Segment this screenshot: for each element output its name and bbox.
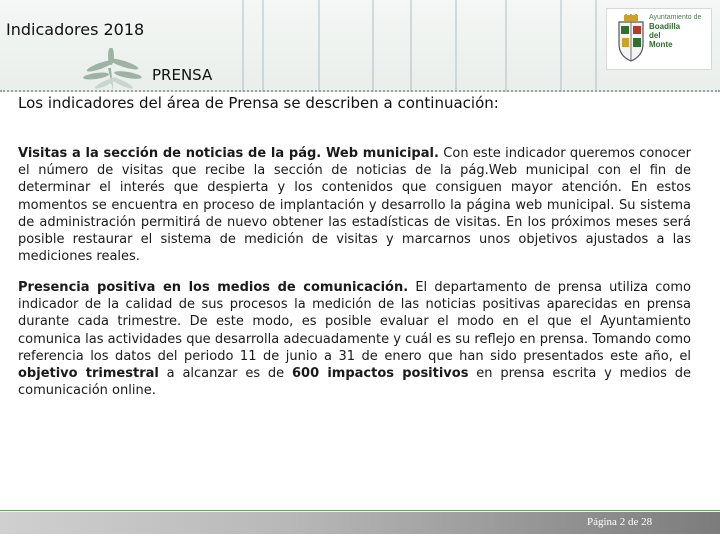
paragraph-media-presence — [18, 279, 691, 399]
paragraph-lead: Visitas a la sección de noticias de la pág. Web municipal. — [18, 146, 439, 161]
plant-decoration-icon — [78, 48, 148, 90]
paragraph-text: Con este indicador queremos conocer el número de visitas que recibe la sección de noticias de la pág.Web municipal con el fin de determinar el interés que despierta y los contenidos que consiguen mayor atención. En estos momentos se encuentra en proceso de implantación y desarrollo la página web municipal. Su sistema de administración permitirá de nuevo obtener las estadísticas de visitas. En los próximos meses será posible restaurar el sistema de medición de visitas y marcarnos unos objetivos ajustados a las mediciones reales. — [18, 146, 692, 265]
paragraph-text: El departamento de prensa utiliza como indicador de la calidad de sus procesos la medición de las noticias positivas aparecidas en prensa durante cada trimestre. De este modo, es posible evaluar el modo en el que el Ayuntamiento comunica las actividades que desarrolla adecuadamente y cuál es su reflejo en prensa. Tomando como referencia los datos del periodo 11 de junio a 31 de enero que han sido presentados este año, el — [18, 280, 692, 364]
paragraph-text: en prensa escrita y medios de comunicación online. — [18, 366, 692, 399]
header-banner — [0, 0, 720, 92]
logo-text-line: Monte — [649, 40, 673, 49]
coat-of-arms-icon — [615, 14, 647, 62]
footer-divider — [0, 510, 720, 511]
intro-heading: Los indicadores del área de Prensa se describen a continuación: — [18, 94, 499, 112]
page-number: Página 2 de 28 — [587, 516, 653, 528]
municipality-logo — [606, 8, 712, 70]
document-title: Indicadores 2018 — [6, 20, 145, 39]
paragraph-web-visits — [18, 145, 691, 265]
highlight-positive-impacts: 600 impactos positivos — [291, 366, 469, 382]
paragraph-text: a alcanzar es de — [158, 366, 292, 382]
section-title: PRENSA — [152, 66, 213, 84]
header-divider — [0, 90, 720, 92]
paragraph-lead: Presencia positiva en los medios de comunicación. — [18, 280, 409, 295]
highlight-quarterly-objective: objetivo trimestral — [18, 366, 159, 382]
logo-text-line: Boadilla — [649, 22, 681, 31]
footer-bar — [0, 512, 720, 534]
logo-text-line: Ayuntamiento de — [649, 14, 702, 21]
logo-text-line: del — [649, 31, 661, 40]
